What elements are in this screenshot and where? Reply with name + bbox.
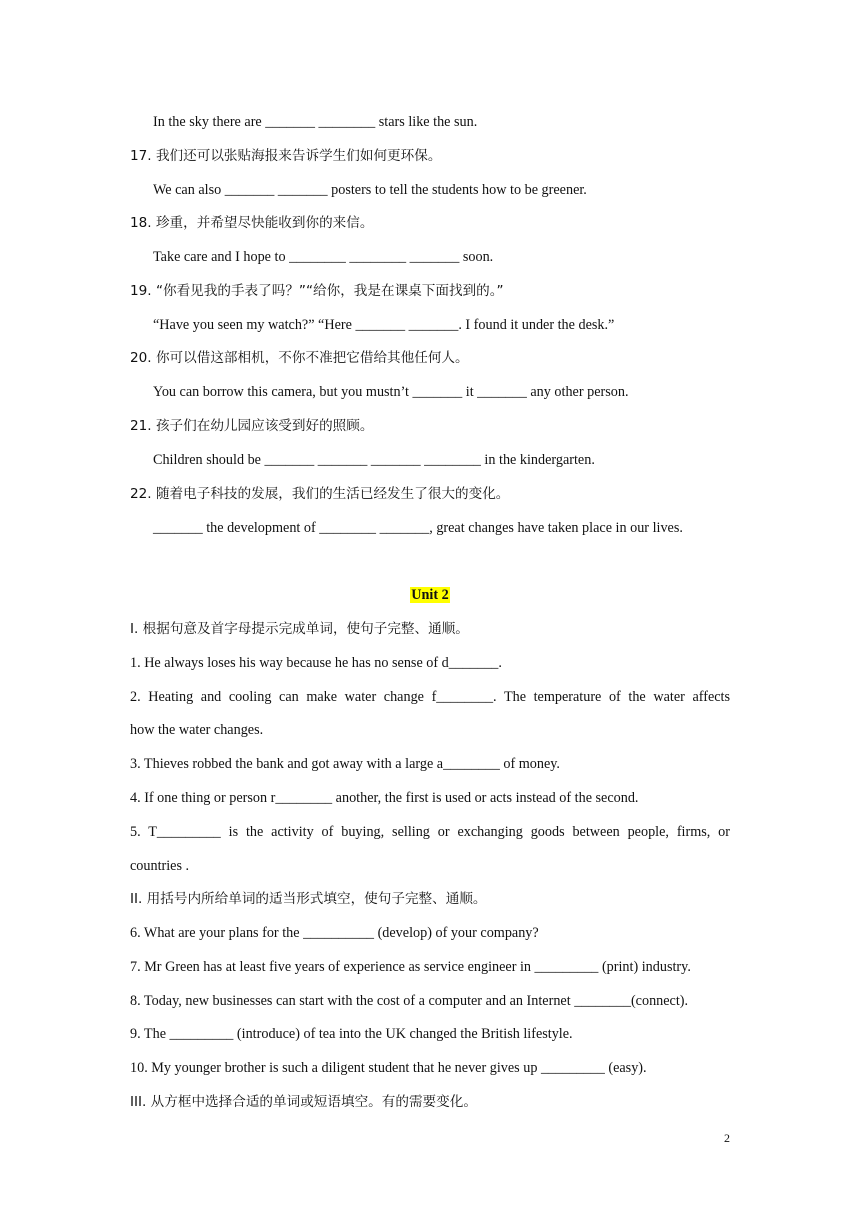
question-7: 7. Mr Green has at least five years of experience as service engineer in _________ (print) industry. bbox=[130, 959, 691, 975]
question-4: 4. If one thing or person r________ another, the first is used or acts instead of the second. bbox=[130, 790, 639, 806]
item17-chinese: 17. 我们还可以张贴海报来告诉学生们如何更环保。 bbox=[130, 148, 442, 164]
item22-english: _______ the development of ________ _______, great changes have taken place in our lives. bbox=[153, 520, 683, 536]
item20-english: You can borrow this camera, but you mustn’t _______ it _______ any other person. bbox=[153, 384, 629, 400]
unit-heading bbox=[0, 585, 860, 605]
item20-chinese: 20. 你可以借这部相机，不你不准把它借给其他任何人。 bbox=[130, 350, 469, 366]
unit-heading-text: Unit 2 bbox=[411, 587, 449, 603]
question-2-line2: how the water changes. bbox=[130, 722, 264, 738]
part2-instruction: II. 用括号内所给单词的适当形式填空，使句子完整、通顺。 bbox=[130, 891, 487, 907]
question-8: 8. Today, new businesses can start with the cost of a computer and an Internet ________(connect). bbox=[130, 993, 689, 1009]
question-1: 1. He always loses his way because he has no sense of d_______. bbox=[130, 655, 502, 671]
question-2-line1: 2. Heating and cooling can make water change f________. The temperature of the water affects bbox=[130, 689, 730, 705]
item21-english: Children should be _______ _______ _______ ________ in the kindergarten. bbox=[153, 452, 595, 468]
item19-english: “Have you seen my watch?” “Here _______ _______. I found it under the desk.” bbox=[153, 317, 615, 333]
question-5-line2: countries . bbox=[130, 858, 190, 874]
question-6: 6. What are your plans for the __________ (develop) of your company? bbox=[130, 925, 539, 941]
item18-chinese: 18. 珍重，并希望尽快能收到你的来信。 bbox=[130, 215, 374, 231]
part1-instruction: I. 根据句意及首字母提示完成单词，使句子完整、通顺。 bbox=[130, 621, 469, 637]
item21-chinese: 21. 孩子们在幼儿园应该受到好的照顾。 bbox=[130, 418, 374, 434]
item19-chinese: 19. “你看见我的手表了吗？”“给你，我是在课桌下面找到的。” bbox=[130, 283, 504, 299]
question-5-line1: 5. T_________ is the activity of buying, selling or exchanging goods between people, firms, or bbox=[130, 824, 730, 840]
question-10: 10. My younger brother is such a diligent student that he never gives up _________ (easy). bbox=[130, 1060, 647, 1076]
part3-instruction: III. 从方框中选择合适的单词或短语填空。有的需要变化。 bbox=[130, 1094, 477, 1110]
item18-english: Take care and I hope to ________ ________ _______ soon. bbox=[153, 249, 494, 265]
item17-english: We can also _______ _______ posters to tell the students how to be greener. bbox=[153, 182, 587, 198]
item16-english: In the sky there are _______ ________ stars like the sun. bbox=[153, 114, 478, 130]
question-3: 3. Thieves robbed the bank and got away with a large a________ of money. bbox=[130, 756, 560, 772]
question-9: 9. The _________ (introduce) of tea into the UK changed the British lifestyle. bbox=[130, 1026, 573, 1042]
page-number: 2 bbox=[724, 1131, 730, 1145]
item22-chinese: 22. 随着电子科技的发展，我们的生活已经发生了很大的变化。 bbox=[130, 486, 510, 502]
